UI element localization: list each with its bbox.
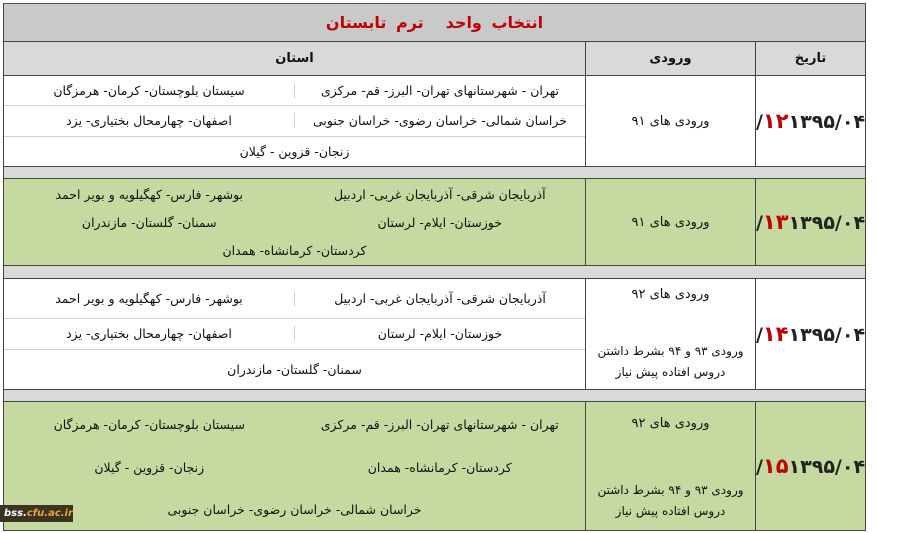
date-prefix: ۱۳۹۵/۰۴/ bbox=[755, 456, 866, 478]
table-title bbox=[326, 13, 543, 32]
table-title-row bbox=[4, 3, 865, 42]
province-cell bbox=[4, 179, 585, 265]
entry-note bbox=[597, 480, 743, 522]
province-group: زنجان- قزوین - گیلان bbox=[239, 143, 350, 159]
entry-cell bbox=[585, 76, 755, 166]
province-line bbox=[4, 76, 585, 106]
entry-main: ورودی های ۹۱ bbox=[631, 214, 710, 230]
date-cell bbox=[755, 76, 865, 166]
header-province: استان bbox=[275, 51, 314, 66]
province-group: زنجان- قزوین - گیلان bbox=[94, 460, 205, 475]
province-line bbox=[4, 106, 585, 136]
header-entry: ورودی bbox=[585, 42, 755, 75]
province-group: خوزستان- ایلام- لرستان bbox=[377, 214, 502, 230]
province-line bbox=[4, 236, 585, 264]
table-row bbox=[4, 76, 865, 167]
course-selection-schedule-table bbox=[3, 3, 866, 531]
entry-note-line: ورودی ۹۳ و ۹۴ بشرط داشتن bbox=[597, 344, 744, 358]
province-group: سمنان- گلستان- مازندران bbox=[227, 361, 362, 377]
date-value bbox=[756, 454, 865, 478]
watermark-domain: cfu.ac.ir bbox=[26, 508, 73, 519]
table-row bbox=[4, 402, 865, 531]
title-course-selection: انتخاب واحد bbox=[445, 13, 544, 32]
entry-cell bbox=[585, 279, 755, 389]
date-day: ۱۴ bbox=[762, 322, 789, 346]
date-cell bbox=[755, 279, 865, 389]
province-line bbox=[4, 403, 585, 446]
province-group: سمنان- گلستان- مازندران bbox=[81, 214, 217, 230]
entry-note-line: دروس افتاده پیش نیاز bbox=[615, 504, 726, 518]
title-summer-term: ترم تابستان bbox=[325, 13, 424, 32]
row-separator bbox=[4, 390, 865, 402]
date-cell bbox=[755, 402, 865, 530]
province-group: اصفهان- چهارمحال بختیاری- یزد bbox=[66, 113, 232, 129]
date-prefix: ۱۳۹۵/۰۴/ bbox=[755, 324, 866, 346]
province-group: بوشهر- فارس- کهگیلویه و بویر احمد bbox=[55, 291, 243, 307]
province-line bbox=[4, 350, 585, 389]
row-separator bbox=[4, 167, 865, 179]
entry-note bbox=[597, 341, 743, 383]
province-group: خراسان شمالی- خراسان رضوی- خراسان جنوبی bbox=[167, 501, 422, 517]
date-day: ۱۵ bbox=[762, 454, 789, 478]
date-cell bbox=[755, 179, 865, 265]
province-group: خراسان شمالی- خراسان رضوی- خراسان جنوبی bbox=[294, 113, 585, 128]
date-value bbox=[756, 322, 865, 346]
province-group: بوشهر- فارس- کهگیلویه و بویر احمد bbox=[55, 186, 244, 202]
province-group: تهران - شهرستانهای تهران- البرز- قم- مرکزی bbox=[294, 83, 585, 98]
table-row bbox=[4, 279, 865, 390]
table-row bbox=[4, 179, 865, 266]
province-cell bbox=[4, 279, 585, 389]
province-line bbox=[4, 319, 585, 349]
province-line bbox=[4, 279, 585, 319]
entry-cell bbox=[585, 402, 755, 530]
watermark-prefix: bss. bbox=[4, 508, 27, 519]
entry-note-line: ورودی ۹۳ و ۹۴ بشرط داشتن bbox=[597, 483, 744, 497]
date-value bbox=[756, 109, 865, 133]
province-line bbox=[4, 446, 585, 489]
date-day: ۱۳ bbox=[762, 210, 789, 234]
date-value bbox=[756, 210, 865, 234]
site-watermark bbox=[0, 505, 73, 522]
province-cell bbox=[4, 76, 585, 166]
province-line bbox=[4, 180, 585, 208]
province-group: کردستان- کرمانشاه- همدان bbox=[367, 460, 512, 475]
date-day: ۱۲ bbox=[762, 109, 789, 133]
date-prefix: ۱۳۹۵/۰۴/ bbox=[755, 111, 866, 133]
row-separator bbox=[4, 266, 865, 279]
entry-note-line: دروس افتاده پیش نیاز bbox=[615, 365, 726, 379]
date-prefix: ۱۳۹۵/۰۴/ bbox=[755, 212, 866, 234]
header-row bbox=[4, 42, 865, 76]
province-group: خوزستان- ایلام- لرستان bbox=[294, 326, 585, 341]
province-group: سیستان بلوچستان- کرمان- هرمزگان bbox=[53, 83, 245, 99]
entry-cell bbox=[585, 179, 755, 265]
entry-main: ورودی های ۹۲ bbox=[631, 287, 710, 302]
province-line bbox=[4, 208, 585, 236]
header-date: تاریخ bbox=[755, 42, 865, 75]
province-group: آذربایجان شرقی- آذربایجان غربی- اردبیل bbox=[294, 291, 585, 306]
province-group: آذربایجان شرقی- آذربایجان غربی- اردبیل bbox=[333, 186, 546, 202]
province-group: تهران - شهرستانهای تهران- البرز- قم- مرکزی bbox=[320, 417, 559, 432]
province-group: اصفهان- چهارمحال بختیاری- یزد bbox=[66, 326, 232, 342]
province-cell bbox=[4, 402, 585, 530]
province-line bbox=[4, 489, 585, 529]
province-line bbox=[4, 137, 585, 166]
province-group: سیستان بلوچستان- کرمان- هرمزگان bbox=[53, 417, 245, 432]
entry-main: ورودی های ۹۲ bbox=[631, 416, 710, 431]
entry-main: ورودی های ۹۱ bbox=[631, 113, 710, 129]
province-group: کردستان- کرمانشاه- همدان bbox=[222, 242, 367, 258]
